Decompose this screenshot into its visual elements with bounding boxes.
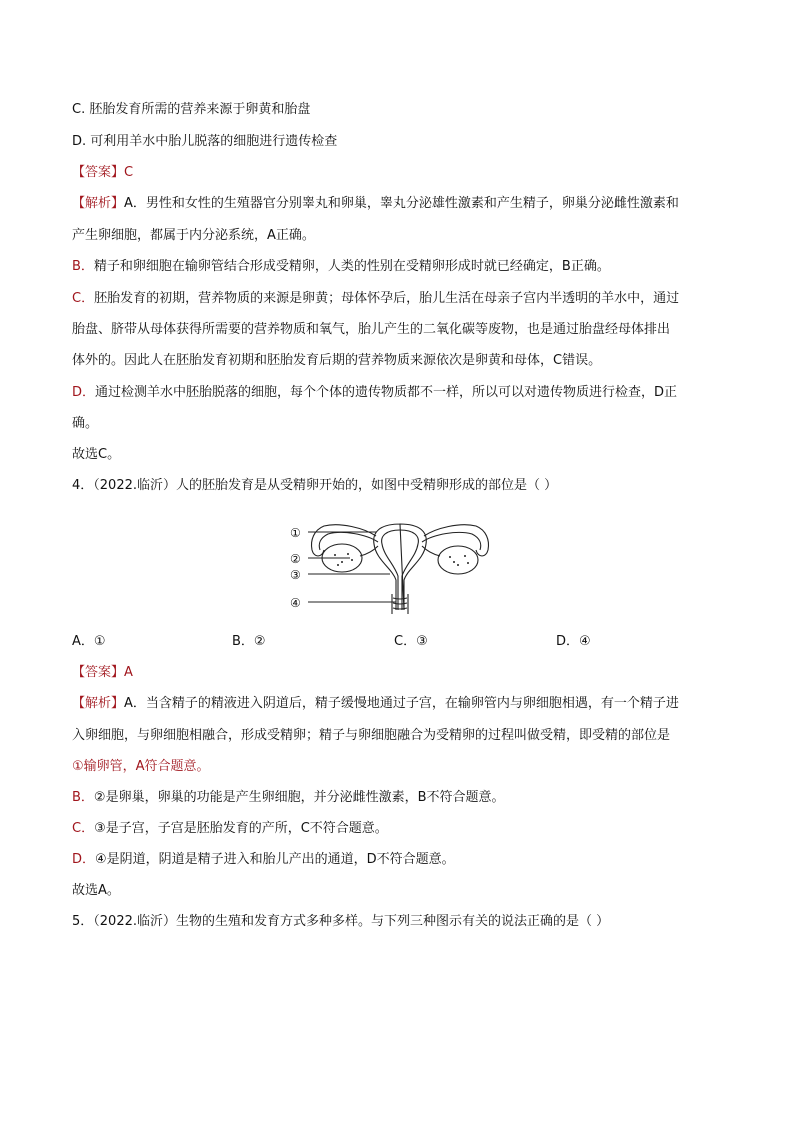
- q4-option-b: B．②: [232, 634, 266, 649]
- q4-option-a: A．①: [72, 634, 106, 649]
- analysis-text: A．男性和女性的生殖器官分别睾丸和卵巢，睾丸分泌雄性激素和产生精子，卵巢分泌雌性激素和: [124, 196, 679, 211]
- q4-analysis-a-line1: [72, 695, 679, 713]
- q3-analysis-c-line1: [72, 290, 679, 308]
- q3-analysis-c-line2: 胎盘、脐带从母体获得所需要的营养物质和氧气，胎儿产生的二氧化碳等废物，也是通过胎盘经母体排出: [72, 322, 671, 337]
- answer-value: C: [124, 165, 134, 180]
- analysis-text: ②是卵巢，卵巢的功能是产生卵细胞，并分泌雌性激素，B不符合题意。: [93, 790, 505, 805]
- q3-analysis-d-line1: [72, 384, 677, 402]
- q3-analysis-d-line2: 确。: [72, 416, 99, 431]
- analysis-text: 胚胎发育的初期，营养物质的来源是卵黄；母体怀孕后，胎儿生活在母亲子宫内半透明的羊水中，通过: [94, 291, 680, 306]
- diagram-label-2: ②: [290, 552, 301, 566]
- answer-tag: 【答案】: [72, 665, 125, 680]
- analysis-text: A．当含精子的精液进入阴道后，精子缓慢地通过子宫，在输卵管内与卵细胞相遇，有一个精子进: [124, 696, 679, 711]
- q4-option-d: D．④: [556, 634, 591, 649]
- q4-conclusion: 故选A。: [72, 883, 120, 898]
- analysis-text: 精子和卵细胞在输卵管结合形成受精卵，人类的性别在受精卵形成时就已经确定，B正确。: [93, 259, 610, 274]
- diagram-label-1: ①: [290, 526, 301, 540]
- option-tag: B．: [72, 790, 94, 805]
- q3-analysis-a-line2: 产生卵细胞，都属于内分泌系统，A正确。: [72, 228, 315, 243]
- answer-value: A: [124, 665, 133, 680]
- q3-analysis-c-line3: 体外的。因此人在胚胎发育初期和胚胎发育后期的营养物质来源依次是卵黄和母体，C错误。: [72, 353, 602, 368]
- q3-option-c: C. 胚胎发育所需的营养来源于卵黄和胎盘: [72, 102, 311, 117]
- q3-conclusion: 故选C。: [72, 447, 121, 462]
- uterus-diagram: [280, 510, 520, 620]
- q4-analysis-c: [72, 820, 388, 838]
- diagram-label-4: ④: [290, 596, 301, 610]
- q3-analysis-b: [72, 258, 610, 276]
- analysis-tag: 【解析】: [72, 196, 125, 211]
- diagram-label-3: ③: [290, 568, 301, 582]
- q4-stem: 4．（2022.临沂）人的胚胎发育是从受精卵开始的，如图中受精卵形成的部位是（ ）: [72, 478, 558, 493]
- q5-stem: 5．（2022.临沂）生物的生殖和发育方式多种多样。与下列三种图示有关的说法正确的是（ ）: [72, 914, 610, 929]
- q4-analysis-a-line2: 入卵细胞，与卵细胞相融合，形成受精卵；精子与卵细胞融合为受精卵的过程叫做受精，即受精的部位是: [72, 728, 671, 743]
- analysis-text: 通过检测羊水中胚胎脱落的细胞，每个个体的遗传物质都不一样，所以可以对遗传物质进行检查，D正: [95, 385, 678, 400]
- option-tag: D．: [72, 852, 96, 867]
- option-tag: B．: [72, 259, 94, 274]
- q4-analysis-b: [72, 789, 505, 807]
- answer-tag: 【答案】: [72, 165, 125, 180]
- q4-option-c: C．③: [394, 634, 428, 649]
- q4-answer: [72, 664, 133, 682]
- option-tag: C．: [72, 291, 95, 306]
- analysis-text: ④是阴道，阴道是精子进入和胎儿产出的通道，D不符合题意。: [95, 852, 455, 867]
- q3-answer: [72, 164, 133, 182]
- option-tag: C．: [72, 821, 95, 836]
- analysis-tag: 【解析】: [72, 696, 125, 711]
- analysis-text: ③是子宫，子宫是胚胎发育的产所，C不符合题意。: [94, 821, 388, 836]
- option-tag: D．: [72, 385, 96, 400]
- q3-option-d: D. 可利用羊水中胎儿脱落的细胞进行遗传检查: [72, 134, 338, 149]
- q4-analysis-a-line3: ①输卵管，A符合题意。: [72, 759, 210, 774]
- q3-analysis-a-line1: [72, 195, 679, 213]
- q4-analysis-d: [72, 851, 455, 869]
